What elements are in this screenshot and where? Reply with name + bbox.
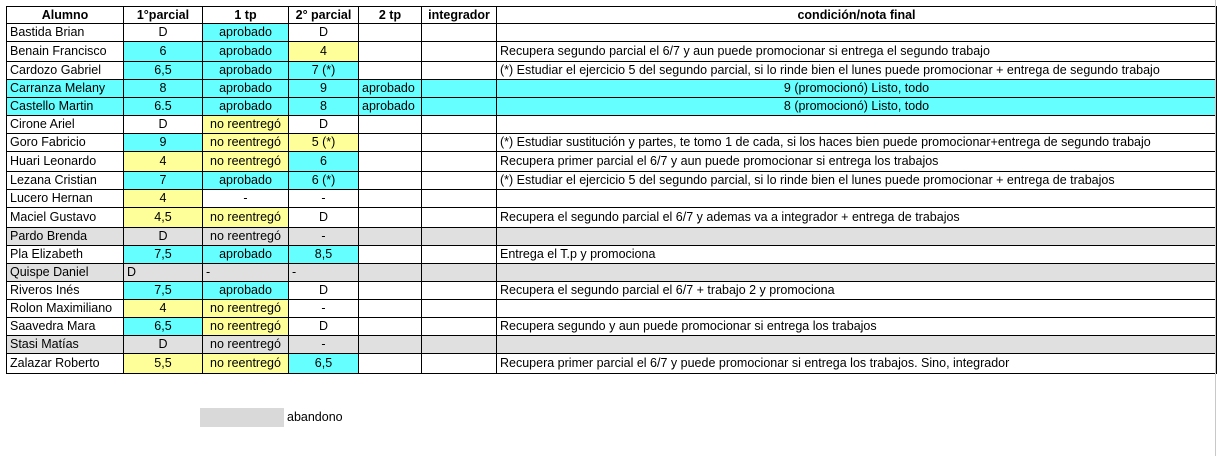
cell-tp-1: aprobado [203, 172, 289, 190]
cell-parcial-2: - [289, 264, 359, 282]
cell-alumno: Saavedra Mara [7, 318, 124, 336]
cell-parcial-2: 6 [289, 152, 359, 172]
table-row [7, 282, 1217, 300]
table-row [7, 228, 1217, 246]
table-row [7, 98, 1217, 116]
cell-tp-2 [359, 208, 422, 228]
cell-tp-2 [359, 336, 422, 354]
cell-parcial-2: D [289, 208, 359, 228]
header-alumno: Alumno [7, 7, 124, 24]
table-row [7, 42, 1217, 62]
cell-tp-2 [359, 228, 422, 246]
cell-integrador [422, 228, 497, 246]
cell-parcial-1: 4 [124, 190, 203, 208]
cell-parcial-2: 4 [289, 42, 359, 62]
cell-tp-2 [359, 246, 422, 264]
cell-tp-1: aprobado [203, 42, 289, 62]
cell-parcial-2: - [289, 300, 359, 318]
cell-tp-1: no reentregó [203, 318, 289, 336]
table-row [7, 134, 1217, 152]
cell-parcial-1: D [124, 228, 203, 246]
cell-integrador [422, 152, 497, 172]
cell-nota-final: Recupera primer parcial el 6/7 y puede promocionar si entrega los trabajos. Sino, integrador [497, 354, 1217, 374]
cell-parcial-1: D [124, 116, 203, 134]
cell-tp-1: no reentregó [203, 300, 289, 318]
table-row [7, 208, 1217, 228]
cell-nota-final: Entrega el T.p y promociona [497, 246, 1217, 264]
legend-abandono-swatch [200, 408, 284, 427]
table-row [7, 24, 1217, 42]
table-row [7, 172, 1217, 190]
cell-parcial-1: 4 [124, 300, 203, 318]
header-tp-1: 1 tp [203, 7, 289, 24]
header-row [7, 7, 1217, 24]
cell-parcial-1: 8 [124, 80, 203, 98]
cell-nota-final: Recupera segundo y aun puede promocionar si entrega los trabajos [497, 318, 1217, 336]
cell-tp-1: no reentregó [203, 336, 289, 354]
header-parcial-1: 1°parcial [124, 7, 203, 24]
cell-integrador [422, 42, 497, 62]
cell-tp-1: no reentregó [203, 116, 289, 134]
cell-alumno: Stasi Matías [7, 336, 124, 354]
header-parcial-2: 2° parcial [289, 7, 359, 24]
table-row [7, 80, 1217, 98]
header-condicion-nota-final: condición/nota final [497, 7, 1217, 24]
cell-tp-2 [359, 42, 422, 62]
cell-parcial-1: 6.5 [124, 98, 203, 116]
cell-parcial-2: - [289, 190, 359, 208]
cell-integrador [422, 98, 497, 116]
cell-alumno: Pla Elizabeth [7, 246, 124, 264]
table-row [7, 116, 1217, 134]
cell-parcial-1: 7,5 [124, 282, 203, 300]
cell-nota-final: Recupera el segundo parcial el 6/7 + trabajo 2 y promociona [497, 282, 1217, 300]
cell-parcial-1: 6,5 [124, 62, 203, 80]
cell-nota-final: Recupera el segundo parcial el 6/7 y ademas va a integrador + entrega de trabajos [497, 208, 1217, 228]
cell-parcial-1: D [124, 24, 203, 42]
table-row [7, 246, 1217, 264]
table-row [7, 264, 1217, 282]
table-row [7, 318, 1217, 336]
cell-parcial-1: D [124, 264, 203, 282]
cell-parcial-1: 6 [124, 42, 203, 62]
cell-tp-1: no reentregó [203, 228, 289, 246]
cell-alumno: Lucero Hernan [7, 190, 124, 208]
grades-table [6, 6, 1217, 374]
table-row [7, 300, 1217, 318]
cell-tp-2 [359, 264, 422, 282]
cell-parcial-2: 6,5 [289, 354, 359, 374]
cell-integrador [422, 264, 497, 282]
cell-alumno: Goro Fabricio [7, 134, 124, 152]
cell-integrador [422, 246, 497, 264]
cell-parcial-2: D [289, 116, 359, 134]
cell-nota-final: 9 (promocionó) Listo, todo [497, 80, 1217, 98]
table-row [7, 190, 1217, 208]
cell-alumno: Quispe Daniel [7, 264, 124, 282]
cell-alumno: Zalazar Roberto [7, 354, 124, 374]
cell-parcial-2: 8 [289, 98, 359, 116]
cell-parcial-2: 9 [289, 80, 359, 98]
cell-parcial-1: 4,5 [124, 208, 203, 228]
cell-integrador [422, 190, 497, 208]
cell-alumno: Riveros Inés [7, 282, 124, 300]
cell-integrador [422, 354, 497, 374]
cell-alumno: Rolon Maximiliano [7, 300, 124, 318]
cell-parcial-1: D [124, 336, 203, 354]
cell-alumno: Lezana Cristian [7, 172, 124, 190]
cell-integrador [422, 80, 497, 98]
cell-tp-1: aprobado [203, 62, 289, 80]
cell-parcial-2: - [289, 336, 359, 354]
cell-tp-2 [359, 116, 422, 134]
cell-nota-final: Recupera primer parcial el 6/7 y aun puede promocionar si entrega los trabajos [497, 152, 1217, 172]
cell-nota-final [497, 336, 1217, 354]
cell-parcial-1: 7,5 [124, 246, 203, 264]
cell-parcial-2: D [289, 24, 359, 42]
cell-tp-1: aprobado [203, 98, 289, 116]
cell-integrador [422, 336, 497, 354]
table-row [7, 152, 1217, 172]
cell-parcial-2: D [289, 318, 359, 336]
cell-alumno: Benain Francisco [7, 42, 124, 62]
cell-integrador [422, 116, 497, 134]
table-row [7, 62, 1217, 80]
cell-alumno: Carranza Melany [7, 80, 124, 98]
cell-parcial-2: - [289, 228, 359, 246]
cell-parcial-1: 4 [124, 152, 203, 172]
cell-nota-final [497, 228, 1217, 246]
cell-integrador [422, 134, 497, 152]
table-row [7, 336, 1217, 354]
cell-integrador [422, 208, 497, 228]
cell-tp-2 [359, 282, 422, 300]
cell-nota-final: (*) Estudiar el ejercicio 5 del segundo parcial, si lo rinde bien el lunes puede promocionar + entrega de segundo trabajo [497, 62, 1217, 80]
cell-alumno: Pardo Brenda [7, 228, 124, 246]
cell-alumno: Maciel Gustavo [7, 208, 124, 228]
cell-tp-1: no reentregó [203, 208, 289, 228]
cell-parcial-2: 5 (*) [289, 134, 359, 152]
cell-nota-final [497, 116, 1217, 134]
cell-alumno: Castello Martin [7, 98, 124, 116]
cell-integrador [422, 318, 497, 336]
cell-parcial-1: 7 [124, 172, 203, 190]
cell-tp-2 [359, 354, 422, 374]
cell-tp-2 [359, 152, 422, 172]
cell-nota-final: (*) Estudiar sustitución y partes, te tomo 1 de cada, si los haces bien puede promocionar+entrega de segundo trabajo [497, 134, 1217, 152]
cell-tp-1: no reentregó [203, 354, 289, 374]
cell-tp-2: aprobado [359, 80, 422, 98]
header-integrador: integrador [422, 7, 497, 24]
cell-nota-final: Recupera segundo parcial el 6/7 y aun puede promocionar si entrega el segundo trabajo [497, 42, 1217, 62]
cell-tp-1: aprobado [203, 80, 289, 98]
cell-tp-2 [359, 300, 422, 318]
cell-alumno: Huari Leonardo [7, 152, 124, 172]
cell-nota-final: 8 (promocionó) Listo, todo [497, 98, 1217, 116]
cell-alumno: Bastida Brian [7, 24, 124, 42]
cell-integrador [422, 300, 497, 318]
cell-tp-2 [359, 318, 422, 336]
cell-tp-1: no reentregó [203, 134, 289, 152]
cell-parcial-2: D [289, 282, 359, 300]
cell-alumno: Cardozo Gabriel [7, 62, 124, 80]
cell-parcial-2: 8,5 [289, 246, 359, 264]
cell-tp-1: aprobado [203, 24, 289, 42]
legend-abandono-label: abandono [287, 410, 343, 424]
cell-tp-1: - [203, 264, 289, 282]
cell-tp-1: - [203, 190, 289, 208]
header-tp-2: 2 tp [359, 7, 422, 24]
cell-tp-1: aprobado [203, 246, 289, 264]
cell-alumno: Cirone Ariel [7, 116, 124, 134]
cell-nota-final: (*) Estudiar el ejercicio 5 del segundo parcial, si lo rinde bien el lunes puede promocionar + entrega de trabajos [497, 172, 1217, 190]
cell-integrador [422, 282, 497, 300]
cell-tp-2 [359, 190, 422, 208]
cell-nota-final [497, 300, 1217, 318]
cell-parcial-2: 6 (*) [289, 172, 359, 190]
cell-integrador [422, 62, 497, 80]
cell-nota-final [497, 264, 1217, 282]
cell-parcial-1: 6,5 [124, 318, 203, 336]
cell-tp-2 [359, 24, 422, 42]
cell-tp-2: aprobado [359, 98, 422, 116]
cell-nota-final [497, 24, 1217, 42]
cell-integrador [422, 172, 497, 190]
cell-tp-2 [359, 134, 422, 152]
cell-tp-2 [359, 172, 422, 190]
cell-nota-final [497, 190, 1217, 208]
cell-tp-1: no reentregó [203, 152, 289, 172]
table-row [7, 354, 1217, 374]
cell-parcial-1: 5,5 [124, 354, 203, 374]
page-edge-divider [1215, 0, 1216, 456]
cell-tp-2 [359, 62, 422, 80]
cell-parcial-2: 7 (*) [289, 62, 359, 80]
cell-integrador [422, 24, 497, 42]
cell-parcial-1: 9 [124, 134, 203, 152]
cell-tp-1: aprobado [203, 282, 289, 300]
